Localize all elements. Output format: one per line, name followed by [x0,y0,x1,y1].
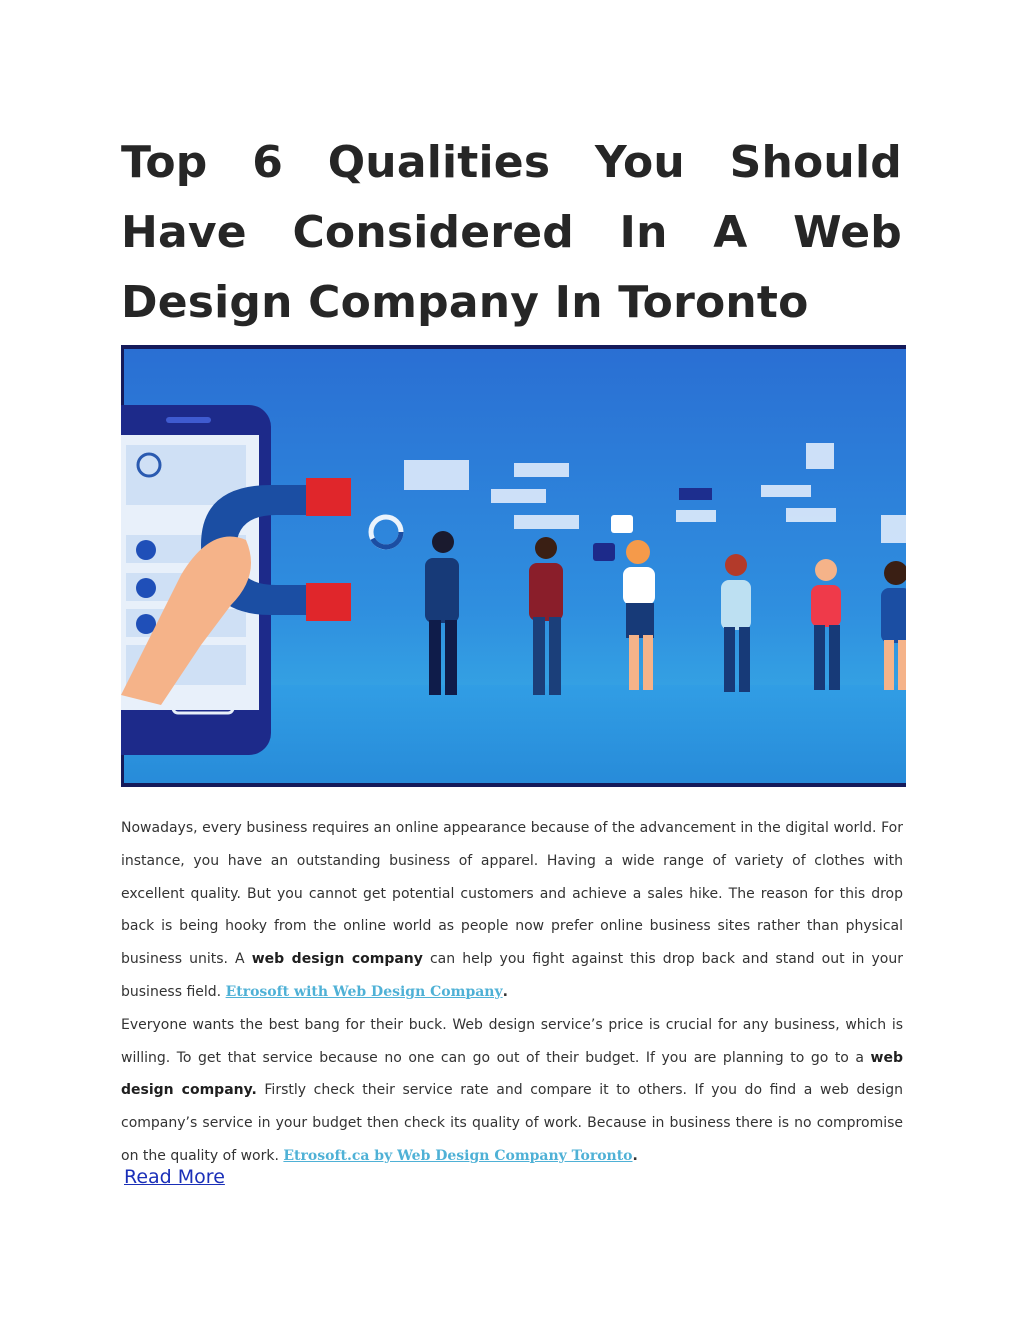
title-line-1 [121,128,902,198]
title-word: Web [793,207,902,258]
bold-keyword: web design company [251,951,423,968]
paragraph-end: . [502,983,508,1000]
etrosoft-toronto-link[interactable]: Etrosoft.ca by Web Design Company Toronto [283,1147,633,1164]
article-title [121,128,902,338]
paragraph-text: Everyone wants the best bang for their buck. Web design service’s price is crucial for any business, which is willing. To get that service because no one can go out of their budget. If you are planning to go to a [121,1016,903,1066]
paragraph-2 [121,1009,903,1173]
bold-keyword: web design company. [121,1049,903,1099]
title-word: Should [729,137,902,188]
title-word: 6 [252,137,284,188]
paragraph-end: . [632,1147,638,1164]
title-word: Have [121,207,247,258]
paragraph-1 [121,812,903,1009]
title-word: Top [121,137,208,188]
title-line-3: Design Company In Toronto [121,277,809,328]
paragraph-text: Nowadays, every business requires an online appearance because of the advancement in the digital world. For instance, you have an outstanding business of apparel. Having a wide range of variety of clothes with excellent quality. But you cannot get potential customers and achieve a sales hike. The reason for this drop back is being hooky from the online world as people now prefer online business sites rather than physical business units. A [121,820,903,968]
title-word: A [713,207,748,258]
etrosoft-link[interactable]: Etrosoft with Web Design Company [225,983,503,1000]
article-body [121,812,903,1173]
hero-illustration [121,345,906,787]
title-word: Considered [292,207,574,258]
read-more-link[interactable]: Read More [124,1166,225,1188]
paragraph-text: can help you fight against this drop back and stand out in your business field. [121,951,903,1000]
title-word: Qualities [327,137,551,188]
hero-svg [121,345,906,787]
title-line-2 [121,198,902,268]
title-word: You [594,137,685,188]
paragraph-text: Firstly check their service rate and compare it to others. If you do find a web design company’s service in your budget then check its quality of work. Because in business there is no compromise on the quality of work. [121,1082,903,1164]
title-word: In [619,207,668,258]
